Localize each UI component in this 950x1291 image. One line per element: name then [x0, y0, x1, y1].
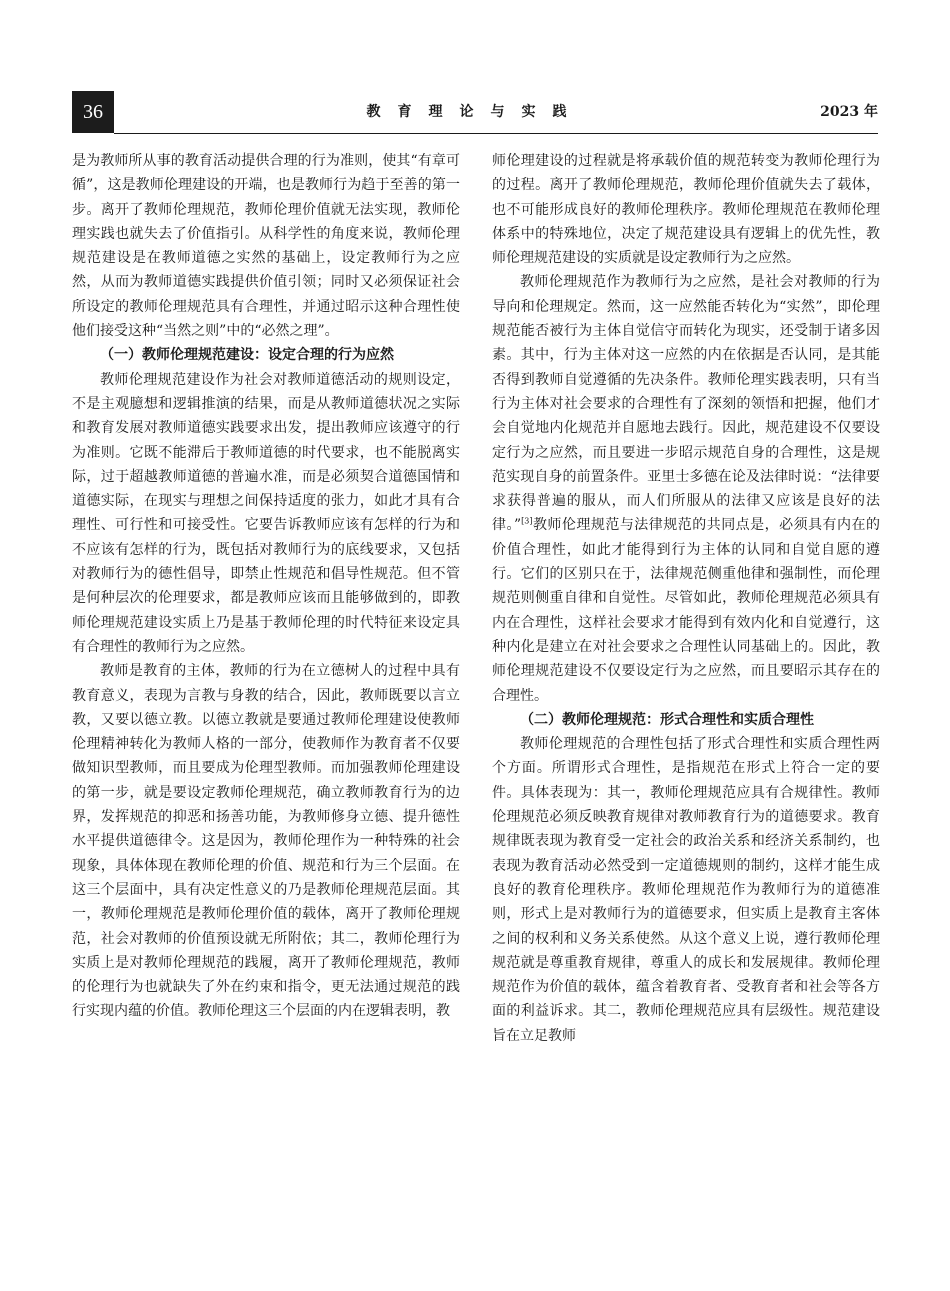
left-column — [72, 149, 460, 1024]
page-number: 36 — [83, 100, 103, 123]
paragraph: 教师伦理规范建设作为社会对教师道德活动的规则设定，不是主观臆想和逻辑推演的结果，而是从教师道德状况之实际和教育发展对教师道德实践要求出发，提出教师应该遵守的行为准则。它既不能滞后于教师道德的时代要求，也不能脱离实际，过于超越教师道德的普遍水准，而是必须契合道德国情和道德实际，在现实与理想之间保持适度的张力，如此才具有合理性、可行性和可接受性。它要告诉教师应该有怎样的行为和不应该有怎样的行为，既包括对教师行为的底线要求，又包括对教师行为的德性倡导，即禁止性规范和倡导性规范。但不管是何种层次的伦理要求，都是教师应该而且能够做到的，即教师伦理规范建设实质上乃是基于教师伦理的时代特征来设定具有合理性的教师行为之应然。 — [72, 371, 460, 655]
paragraph-text: 教师伦理规范与法律规范的共同点是，必须具有内在的价值合理性，如此才能得到行为主体的认同和自觉自愿的遵行。它们的区别只在于，法律规范侧重他律和强制性，而伦理规范则侧重自律和自觉性。尽管如此，教师伦理规范必须具有内在合理性，这样社会要求才能得到有效内化和自觉遵行，这种内化是建立在对社会要求之合理性认同基础上的。因此，教师伦理规范建设不仅要设定行为之应然，而且要昭示其存在的合理性。 — [492, 517, 880, 704]
paragraph-with-citation — [492, 270, 880, 707]
journal-title: 教育理论与实践 — [366, 104, 584, 120]
header-divider — [114, 133, 878, 134]
section-heading: （二）教师伦理规范：形式合理性和实质合理性 — [520, 711, 814, 728]
citation-marker: [3] — [521, 516, 533, 526]
paragraph: 是为教师所从事的教育活动提供合理的行为准则，使其“有章可循”，这是教师伦理建设的开端，也是教师行为趋于至善的第一步。离开了教师伦理规范，教师伦理价值就无法实现，教师伦理实践也就失去了价值指引。从科学性的角度来说，教师伦理规范建设是在教师道德之实然的基础上，设定教师行为之应然，从而为教师道德实践提供价值引领；同时又必须保证社会所设定的教师伦理规范具有合理性，并通过昭示这种合理性使他们接受这种“当然之则”中的“必然之理”。 — [72, 153, 460, 340]
section-heading: （一）教师伦理规范建设：设定合理的行为应然 — [100, 347, 394, 364]
issue-year: 2023 年 — [820, 104, 878, 120]
paragraph: 教师伦理规范的合理性包括了形式合理性和实质合理性两个方面。所谓形式合理性，是指规范在形式上符合一定的要件。具体表现为：其一，教师伦理规范应具有合规律性。教师伦理规范必须反映教育规律对教师教育行为的道德要求。教育规律既表现为教育受一定社会的政治关系和经济关系制约，也表现为教育活动必然受到一定道德规则的制约，这样才能生成良好的教育伦理秩序。教师伦理规范作为教师行为的道德准则，形式上是对教师行为的道德要求，但实质上是教育主客体之间的权利和义务关系使然。从这个意义上说，遵行教师伦理规范就是尊重教育规律，尊重人的成长和发展规律。教师伦理规范作为价值的载体，蕴含着教育者、受教育者和社会等各方面的利益诉求。其二，教师伦理规范应具有层级性。规范建设旨在立足教师 — [492, 736, 880, 1044]
paragraph: 师伦理建设的过程就是将承载价值的规范转变为教师伦理行为的过程。离开了教师伦理规范，教师伦理价值就失去了载体，也不可能形成良好的教师伦理秩序。教师伦理规范在教师伦理体系中的特殊地位，决定了规范建设具有逻辑上的优先性，教师伦理规范建设的实质就是设定教师行为之应然。 — [492, 153, 880, 267]
right-column — [492, 149, 880, 1048]
paragraph: 教师是教育的主体，教师的行为在立德树人的过程中具有教育意义，表现为言教与身教的结合，因此，教师既要以言立教，又要以德立教。以德立教就是要通过教师伦理建设使教师伦理精神转化为教师人格的一部分，使教师作为教育者不仅要做知识型教师，而且要成为伦理型教师。而加强教师伦理建设的第一步，就是要设定教师伦理规范，确立教师教育行为的边界，发挥规范的抑恶和扬善功能，为教师修身立德、提升德性水平提供道德律令。这是因为，教师伦理作为一种特殊的社会现象，具体体现在教师伦理的价值、规范和行为三个层面。在这三个层面中，具有决定性意义的乃是教师伦理规范层面。其一，教师伦理规范是教师伦理价值的载体，离开了教师伦理规范，社会对教师的价值预设就无所附依；其二，教师伦理行为实质上是对教师伦理规范的践履，离开了教师伦理规范，教师的伦理行为也就缺失了外在约束和指令，更无法通过规范的践行实现内蕴的价值。教师伦理这三个层面的内在逻辑表明，教 — [72, 663, 460, 1020]
paragraph-text: 教师伦理规范作为教师行为之应然，是社会对教师的行为导向和伦理规定。然而，这一应然能否转化为“实然”，即伦理规范能否被行为主体自觉信守而转化为现实，还受制于诸多因素。其中，行为主体对这一应然的内在依据是否认同，是其能否得到教师自觉遵循的先决条件。教师伦理实践表明，只有当行为主体对社会要求的合理性有了深刻的领悟和把握，他们才会自觉地内化规范并自愿地去践行。因此，规范建设不仅要设定行为之应然，而且要进一步昭示规范自身的合理性，这是规范实现自身的前置条件。亚里士多德在论及法律时说：“法律要求获得普遍的服从，而人们所服从的法律又应该是良好的法律。” — [492, 274, 880, 534]
